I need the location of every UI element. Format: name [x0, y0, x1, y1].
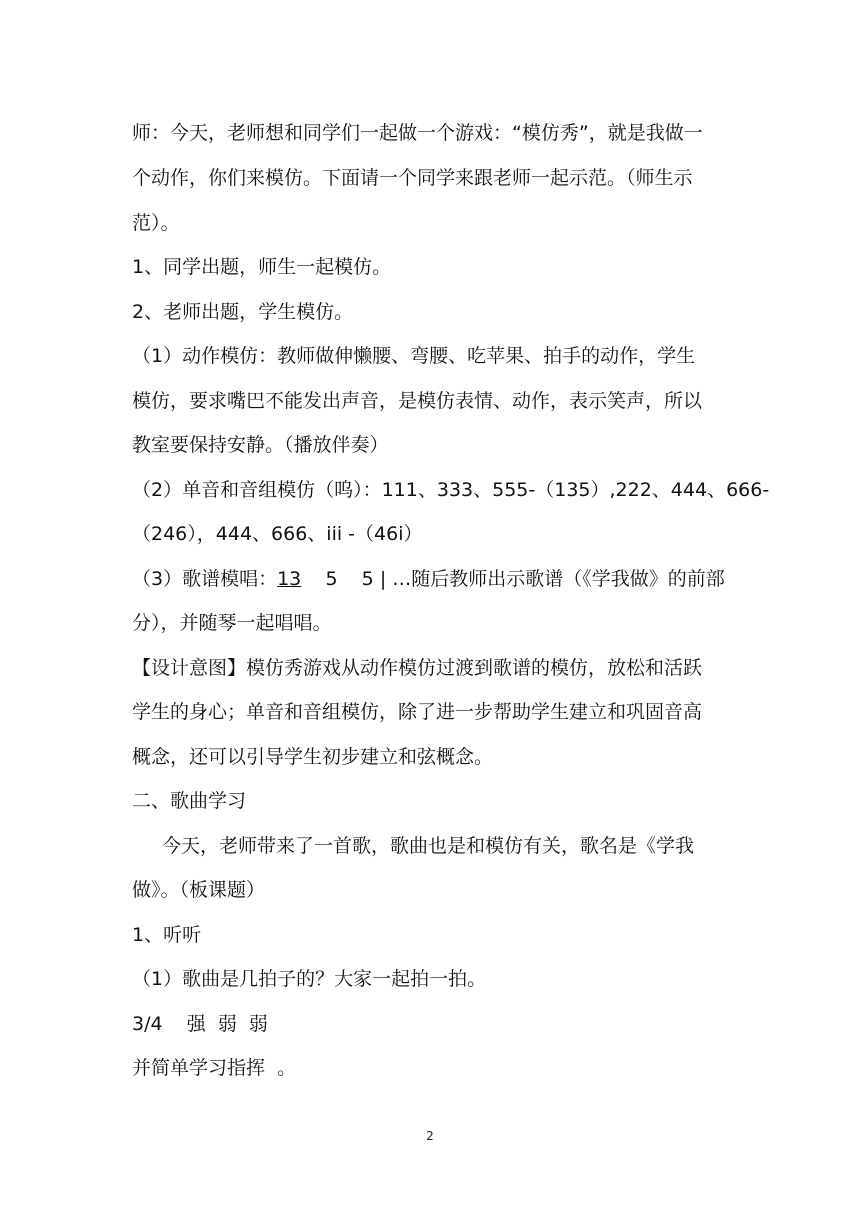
paragraph-line: （246），444、666、iii -（46i）	[132, 523, 423, 545]
section-heading: 二、歌曲学习	[132, 790, 247, 812]
paragraph-line: 师：今天，老师想和同学们一起做一个游戏：“模仿秀”，就是我做一	[132, 122, 703, 144]
paragraph-line: 学生的身心；单音和音组模仿，除了进一步帮助学生建立和巩固音高	[132, 701, 703, 723]
paragraph-line: 分），并随琴一起唱唱。	[132, 612, 332, 634]
score-rest: 5 5 | …随后教师出示歌谱（《学我做》的前部	[301, 568, 725, 590]
list-item: 2、老师出题，学生模仿。	[132, 301, 354, 323]
list-item: 1、同学出题，师生一起模仿。	[132, 256, 392, 278]
list-item: 1、听听	[132, 924, 202, 946]
paragraph-line: 做》。（板课题）	[132, 879, 266, 901]
paragraph-line: 概念，还可以引导学生初步建立和弦概念。	[132, 746, 494, 768]
paragraph-line: 并简单学习指挥 。	[132, 1057, 297, 1079]
paragraph-line: 教室要保持安静。（播放伴奏）	[132, 434, 389, 456]
paragraph-line: （1）歌曲是几拍子的？大家一起拍一拍。	[132, 968, 487, 990]
paragraph-line	[132, 567, 725, 591]
paragraph-line: 范）。	[132, 212, 180, 234]
paragraph-line: 3/4 强 弱 弱	[132, 1013, 268, 1035]
underlined-notes: 13	[277, 568, 302, 590]
paragraph-line: 今天，老师带来了一首歌，歌曲也是和模仿有关，歌名是《学我	[162, 835, 695, 857]
score-label: （3）歌谱模唱：	[132, 568, 278, 590]
paragraph-line: （2）单音和音组模仿（呜）：111、333、555-（135）,222、444、666-	[132, 479, 770, 501]
page-number: 2	[426, 1129, 434, 1143]
paragraph-line: 【设计意图】模仿秀游戏从动作模仿过渡到歌谱的模仿，放松和活跃	[132, 657, 703, 679]
paragraph-line: 模仿，要求嘴巴不能发出声音，是模仿表情、动作，表示笑声，所以	[132, 390, 703, 412]
paragraph-line: （1）动作模仿：教师做伸懒腰、弯腰、吃苹果、拍手的动作，学生	[132, 345, 696, 367]
paragraph-line: 个动作，你们来模仿。下面请一个同学来跟老师一起示范。（师生示	[132, 167, 693, 189]
